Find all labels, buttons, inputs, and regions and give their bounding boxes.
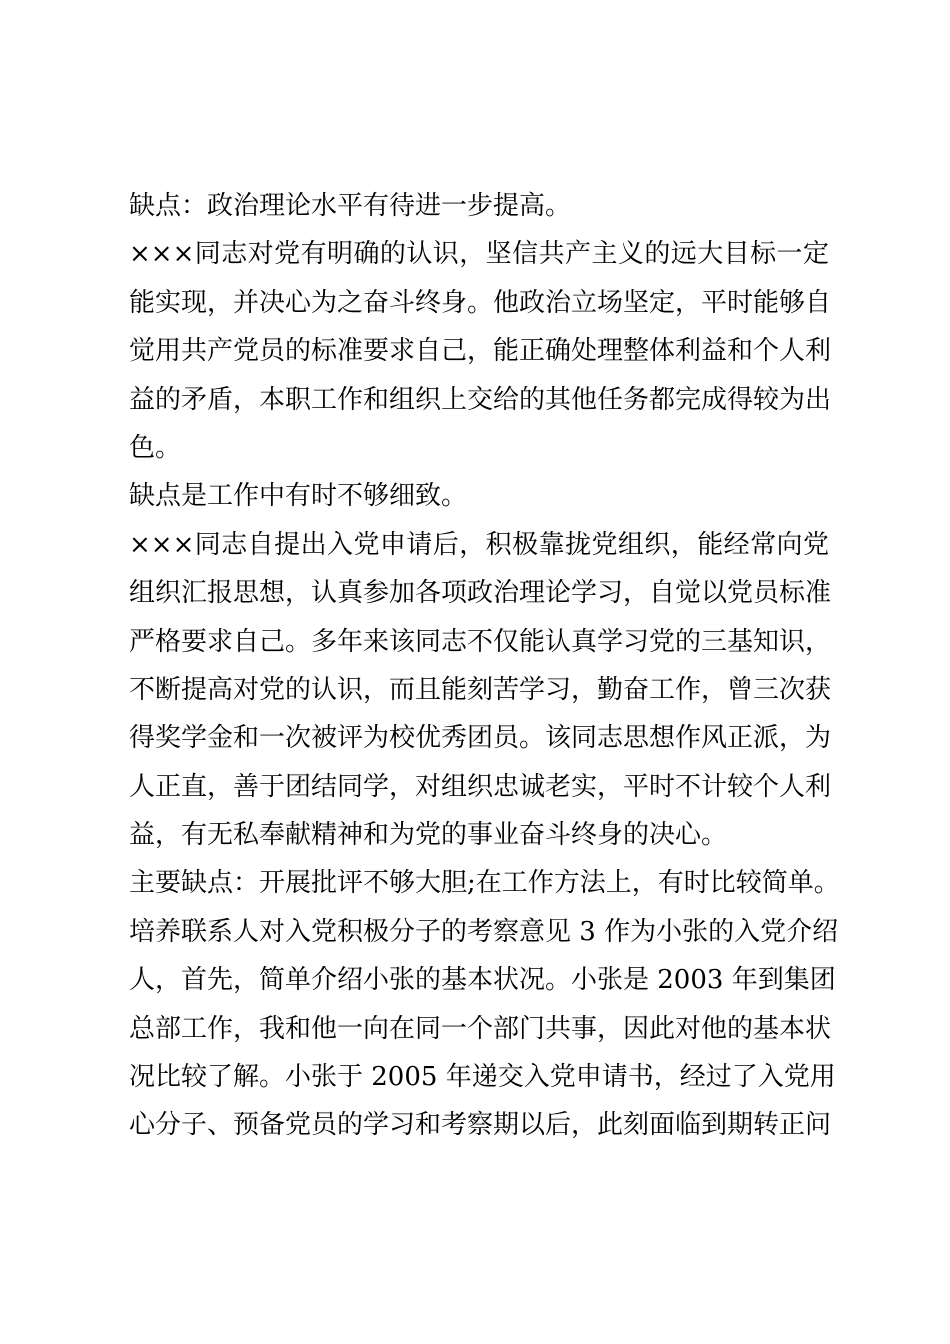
text-line: 益，有无私奉献精神和为党的事业奋斗终身的决心。 bbox=[129, 820, 728, 851]
text-line: 觉用共产党员的标准要求自己，能正确处理整体利益和个人利 bbox=[129, 336, 832, 367]
text-line: 人正直，善于团结同学，对组织忠诚老实，平时不计较个人利 bbox=[129, 771, 832, 802]
text-line: 组织汇报思想，认真参加各项政治理论学习，自觉以党员标准 bbox=[129, 578, 832, 609]
text-line: ×××同志对党有明确的认识，坚信共产主义的远大目标一定 bbox=[129, 239, 829, 270]
text-line: 严格要求自己。多年来该同志不仅能认真学习党的三基知识， bbox=[129, 626, 832, 657]
text-line: 主要缺点：开展批评不够大胆;在工作方法上，有时比较简单。 bbox=[129, 868, 840, 899]
text-line: 能实现，并决心为之奋斗终身。他政治立场坚定，平时能够自 bbox=[129, 287, 832, 318]
text-line: 色。 bbox=[129, 432, 182, 463]
text-line: 不断提高对党的认识，而且能刻苦学习，勤奋工作，曾三次获 bbox=[129, 674, 832, 705]
text-line: 缺点是工作中有时不够细致。 bbox=[129, 481, 468, 512]
text-line: 总部工作，我和他一向在同一个部门共事，因此对他的基本状 bbox=[129, 1013, 832, 1044]
document-body bbox=[129, 182, 840, 1150]
text-line: 得奖学金和一次被评为校优秀团员。该同志思想作风正派，为 bbox=[129, 723, 832, 754]
text-line: 缺点：政治理论水平有待进一步提高。 bbox=[129, 191, 572, 221]
text-line: 益的矛盾，本职工作和组织上交给的其他任务都完成得较为出 bbox=[129, 384, 832, 415]
text-line: 人，首先，简单介绍小张的基本状况。小张是 2003 年到集团 bbox=[129, 965, 836, 996]
text-line: ×××同志自提出入党申请后，积极靠拢党组织，能经常向党 bbox=[129, 529, 829, 560]
text-line: 培养联系人对入党积极分子的考察意见 3 作为小张的入党介绍 bbox=[129, 916, 839, 947]
text-line: 况比较了解。小张于 2005 年递交入党申请书，经过了入党用 bbox=[129, 1062, 836, 1093]
text-line: 心分子、预备党员的学习和考察期以后，此刻面临到期转正问 bbox=[129, 1110, 832, 1141]
